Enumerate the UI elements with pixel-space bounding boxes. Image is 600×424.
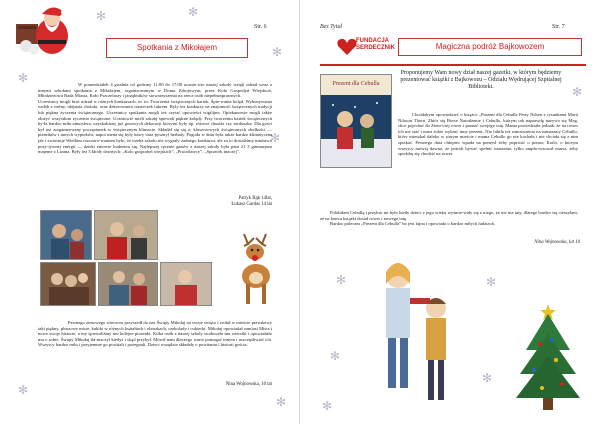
snowflake-icon: ✻ bbox=[276, 395, 287, 409]
intro-text: Proponujemy Wam nowy dział naszej gazetki, w którym będziemy prezentować książki z Bajkowozu – Odziału Wędrującej Szpitalnej Biblioteki. bbox=[400, 70, 562, 91]
poem-paragraph: Pewnego zimowego wieczoru przyszedł do nas Święty Mikołaj na swoje święto i zrobił w mieście prawdziwy taki piękny, pluszowe misie, kubiki w różnych kształtach i obrazkach, czekolady i cukierki. Mikołaj opowiadał zamiast Misia i nowe swoje historie, a my śpiewaliśmy mu kolejne piosenki. Kilka osób z naszej szkoły ucałowało mu wiersiki i opowiadało mu o sobie. Święty Mikołaj tła-maczył kiedyś i skąd przybył. Mówił nam dlaczego warto pomagać innym i uszczęśliwiać ich. Wszyscy bardzo miło i przyjemnie go powitali i pożegnali. Dzieci wszędzie składały o powitaniu i historii gościa. bbox=[38, 320, 272, 348]
page-title: Magiczna podróż Bajkowozem bbox=[398, 38, 582, 56]
christmas-tree-illustration bbox=[512, 300, 584, 412]
page-number: Str. 6 bbox=[254, 24, 267, 30]
heart-icon bbox=[336, 38, 358, 56]
snowflake-icon: ✻ bbox=[96, 9, 107, 23]
photo bbox=[98, 262, 158, 306]
snowflake-icon: ✻ bbox=[188, 5, 199, 19]
header-label: Bez Tytuł bbox=[320, 24, 343, 30]
review-paragraph: Chciałabym opowiedzieć o książce „Prezent dla Cebulla Petry Nilsen z rysunkami Marit Nilsson Thorn. Zbiór się Borse Narodzenie i Cebullo, którym tak naprawdę nazywa się Meg, chce pojechać do Ziem-czej rower i poznać swojego tatę. Mama powiedziała jednak, że na rower ich nie stać i musi sobie wybrać inny prezent. Nie lubiła też zamroszenia na zamarzaty Cebullo, który mieszkał daleko w starym mieście i mama Cebullo go nie kochała i nie chciała się z nim spotkać. Pewnego dnia chłopiec wpada na pomysł żeby poprosić o pomoc Karlo, o którym wszyscy mówią dawno, że potrafi bywać spełnić marzenia, tylko ampło-ryzował marsz, żeby spodobę się chodzić na rower. bbox=[398, 112, 578, 157]
snowflake-icon: ✻ bbox=[18, 71, 29, 85]
snowflake-icon: ✻ bbox=[322, 399, 333, 413]
review-signature: Nina Wojnowska, lat 10 bbox=[534, 240, 580, 245]
page-number: Str. 7 bbox=[552, 24, 565, 30]
photo bbox=[94, 210, 158, 260]
article-body bbox=[38, 82, 272, 155]
poem-signature: Nina Wojnowska, 10 lat bbox=[225, 382, 272, 387]
photo bbox=[160, 262, 212, 306]
logo-text: FUNDACJA SERDECZNIK bbox=[356, 38, 396, 51]
page-title: Spotkania z Mikołajem bbox=[106, 38, 248, 58]
right-page bbox=[300, 0, 600, 424]
children-illustration bbox=[370, 254, 462, 414]
fundacja-logo bbox=[336, 36, 396, 62]
snowflake-icon: ✻ bbox=[270, 131, 281, 145]
snowflake-icon: ✻ bbox=[330, 349, 341, 363]
snowflake-icon: ✻ bbox=[482, 371, 493, 385]
article-signature: Patryk Bąk 14lat, Łukasz Gardas 14 lat bbox=[231, 196, 272, 207]
review-body bbox=[398, 112, 578, 157]
article-paragraph: W ponoedziałek 4 grudnia od godziny 11:00 do 17:00 ucznio-wie naszej szkoły wzięli udział wraz z innymi szkołami spotkania z Mikołajem, organizowanym w Domu Zdrojowym, przez Koło Gospodyń Wiejskich, Młodzieżowa Rada Miasta, Koło Pszczelarzy i jarzębników stowarzyszenia na rzecz osób niepełnosprawnych. bbox=[38, 82, 272, 99]
snowflake-icon: ✻ bbox=[486, 275, 497, 289]
reindeer-illustration bbox=[226, 228, 286, 308]
article-paragraph: Uczestnicy mogli brać udział w różnych konkursach, m. in. Tworzenia świątecznych kartek, Śpie-wania kolęd, Wykonywania ozdób z wełny, ubijania choinki, oraz dekorowania ciasteczek lukrem. Były tez konkursy na znajomość świątecznych tradycji lub piękna życzenia świątecznego. Uczestnicy spotkania mogli też czytać opowieści wigilijne. Opiekunowie mogli także złożyć wszystkim życzenia świąteczne. Uczniowie mieli szkołę śpiewali piękne kolędy. Przy tworzeniu kartek świątecznych by-ła bardzo miła atmosfera, uzyskaliśmy już gotowych dekoracji którymi były np. różowe chustki czy serduszka. Dla gości był też zorganizowany poczęstunek w świątecznym klimacie. Składał się się z: kluszczowych świątecznych słodkości — pierników i innych wypieków, napoi mena się były kawy oraz pyszny) herbaty. Pogoda w dniu była także bardzo klimatyczna jak i zwiastuje Wielkim rozczaro-waniem było, że trzeba szkoło nie wygrały żadnego konkursu, ale za to dostaliśmy mnóstwo pozy-tywnej energii — dzieki zmowie budzeniu się, Najlepszej ręcznie ganów z naszej szkoły była pani 21 3 gimnazjum majeme z Lizana. Były też 3 kłody dawnych: „Kolo gospodyń wiejskich”, „Pracodawcy”, „Sprawek inaczej”. bbox=[38, 98, 272, 155]
photo bbox=[40, 262, 96, 306]
book-cover-title: Prezent dla Cebulla bbox=[332, 81, 380, 87]
book-cover bbox=[320, 74, 392, 168]
photo bbox=[40, 210, 92, 260]
snowflake-icon: ✻ bbox=[572, 85, 583, 99]
review-paragraph: Bardzo polecam „Prezent dla Cebulla” bo jest fajna i opowiada o bardzo miłych ludziach. bbox=[330, 221, 496, 227]
snowflake-icon: ✻ bbox=[336, 273, 347, 287]
review-body-continued bbox=[320, 210, 578, 227]
divider bbox=[320, 64, 586, 66]
poem-body bbox=[38, 320, 272, 348]
snowflake-icon: ✻ bbox=[18, 383, 29, 397]
snowflake-icon: ✻ bbox=[272, 45, 283, 59]
santa-illustration bbox=[14, 6, 76, 58]
review-paragraph: Polubiłam Cebullę i przykro mi było kiedy dzieci z jego wieku wyśmie-wały się z niego, że nie ma taty, dlatego bardzo się cieszyłam, że na koncu książki dostał rower i nowego tatę. bbox=[320, 210, 578, 221]
